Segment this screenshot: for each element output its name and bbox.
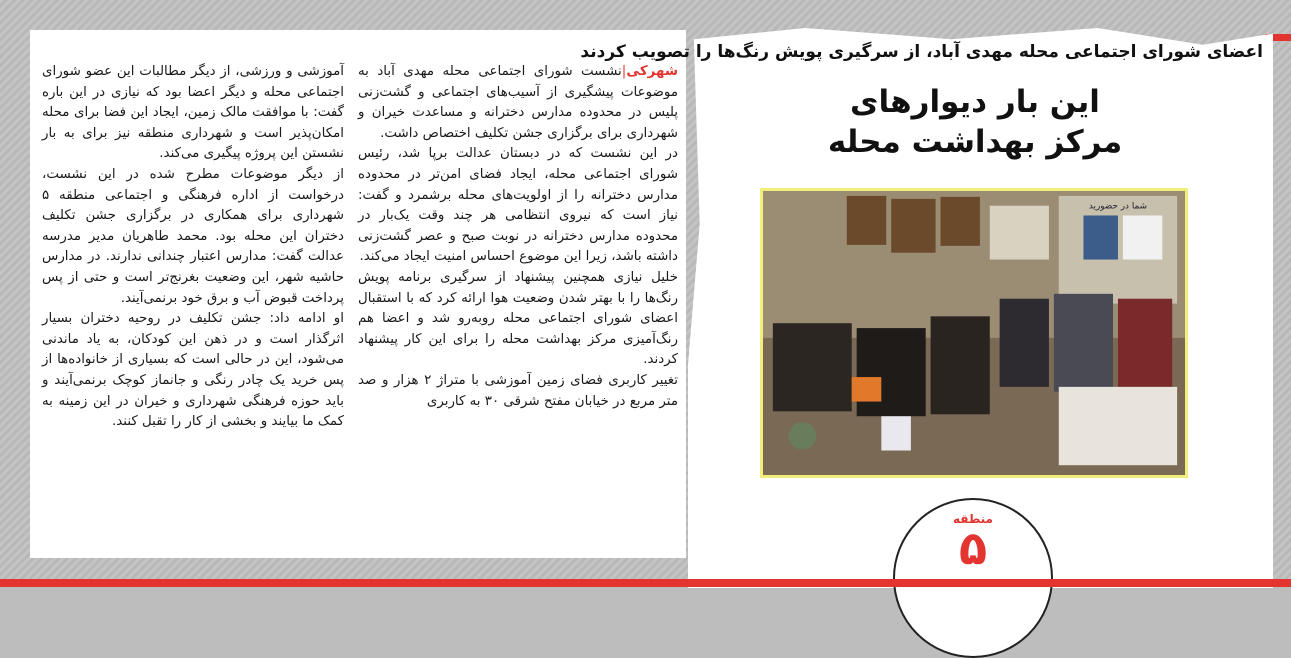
byline-separator: | <box>621 64 627 79</box>
kicker: اعضای شورای اجتماعی محله مهدی آباد، از سرگیری پویش رنگ‌ها را تصویب کردند <box>580 42 1263 62</box>
district-label: منطقه <box>953 512 993 526</box>
meeting-photo <box>760 188 1188 478</box>
byline: شهرکی <box>626 64 678 79</box>
article-paragraph: خلیل نیازی همچنین پیشنهاد از سرگیری برنامه پویش رنگ‌ها را با بهتر شدن وضعیت هوا ارائه کرد که با استقبال اعضای شورای اجتماعی محله روبه‌رو شد و اعضا هم رنگ‌آمیزی مرکز بهداشت محله را برای این کار پیشنهاد کردند. <box>358 269 678 368</box>
headline-line-2: مرکز بهداشت محله <box>827 124 1123 161</box>
article-paragraph: آموزشی و ورزشی، از دیگر مطالبات این عضو شورای اجتماعی محله و دیگر اعضا بود که نیازی در این باره گفت: با موافقت مالک زمین، ایجاد این فضا برای محله امکان‌پذیر است و شهرداری منطقه نیز برای به بار نشستن این پروژه پیگیری می‌کند. <box>42 64 344 162</box>
headline-line-1: این بار دیوارهای <box>850 84 1100 120</box>
article-paragraph: از دیگر موضوعات مطرح شده در این نشست، درخواست از اداره فرهنگی و اجتماعی منطقه ۵ شهرداری برای همکاری در برگزاری جشن تکلیف دختران این محله بود. محمد طاهریان مدیر مدرسه عدالت گفت: مدارس اعتبار چندانی ندارند. در مدارس حاشیه شهر، این وضعیت بغرنج‌تر است و حتی از پس پرداخت قبوض آب و برق خود برنمی‌آیند. <box>42 166 344 306</box>
district-number: ۵ <box>958 521 988 575</box>
article-paragraph: تغییر کاربری فضای زمین آموزشی با متراژ ۲ هزار و صد متر مربع در خیابان مفتح شرقی ۳۰ به کاربری <box>358 372 678 409</box>
article-column-2 <box>42 62 344 433</box>
meeting-photo-illustration <box>763 191 1185 475</box>
bottom-accent-bar <box>0 579 1291 587</box>
article-paragraph: او ادامه داد: جشن تکلیف در روحیه دختران بسیار اثرگذار است و در ذهن این کودکان، به یاد ماندنی می‌شود، این در حالی است که بسیاری از خانواده‌ها از پس خرید یک چادر رنگی و جانماز کوچک برنمی‌آیند و باید حوزه فرهنگی شهرداری و خیران در این زمینه به کمک ما بیایند و بخشی از کار را تقبل کنند. <box>42 311 344 430</box>
headline <box>690 82 1260 163</box>
photo-banner-text: شما در حضورید <box>1088 201 1148 212</box>
article-column-1 <box>358 62 678 412</box>
article-paragraph: در این نشست که در دبستان عدالت برپا شد، رئیس شورای اجتماعی محله، ایجاد فضای امن‌تر در محدوده مدارس دخترانه را از اولویت‌های محله برشمرد و گفت: نیاز است که نیروی انتظامی هر چند وقت یک‌بار در محدوده مدارس دخترانه در نوبت صبح و عصر گشت‌زنی داشته باشد، زیرا این موضوع احساس امنیت ایجاد می‌کند. <box>358 146 678 265</box>
article-paragraph: شهرکی|نشست شورای اجتماعی محله مهدی آباد به موضوعات پیشگیری از آسیب‌های اجتماعی و گشت‌زنی پلیس در محدوده مدارس دخترانه و مساعدت خیران و شهرداری برای برگزاری جشن تکلیف اختصاص داشت. <box>358 64 678 141</box>
